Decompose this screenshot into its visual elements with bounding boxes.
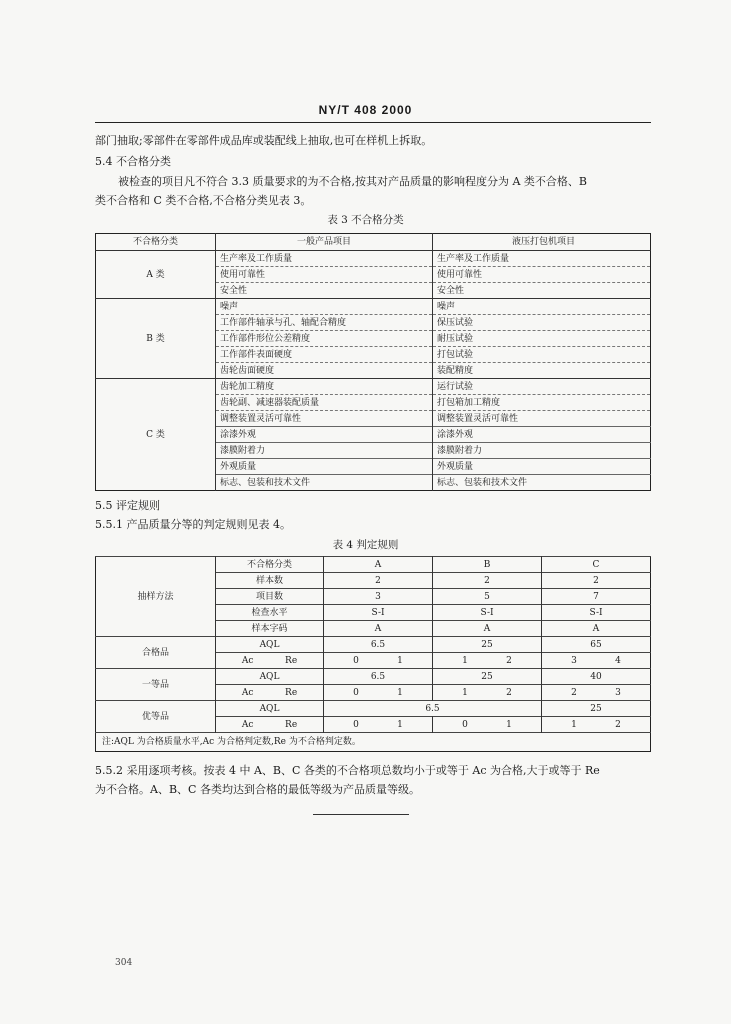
general-item-cell: 工作部件表面硬度 — [216, 347, 433, 363]
sampling-value-cell: B — [433, 557, 542, 573]
table-row — [96, 299, 651, 315]
aql-value-cell: 25 — [433, 669, 542, 685]
table-row — [96, 733, 651, 752]
table-row — [96, 701, 651, 717]
aql-value-cell: 25 — [542, 701, 651, 717]
ac-re-cell — [433, 685, 542, 701]
aql-value-cell: 25 — [433, 637, 542, 653]
ac-value: 1 — [462, 687, 468, 698]
ac-re-cell — [324, 653, 433, 669]
baler-item-cell: 调整装置灵活可靠性 — [433, 411, 651, 427]
sampling-value-cell: S-I — [433, 605, 542, 621]
sampling-label-cell: 项目数 — [216, 589, 324, 605]
baler-item-cell: 耐压试验 — [433, 331, 651, 347]
general-item-cell: 生产率及工作质量 — [216, 251, 433, 267]
baler-item-cell: 打包箱加工精度 — [433, 395, 651, 411]
grade-cell: 合格品 — [96, 637, 216, 669]
sampling-value-cell: A — [324, 557, 433, 573]
sampling-value-cell: A — [542, 621, 651, 637]
general-item-cell: 外观质量 — [216, 459, 433, 475]
sampling-label-cell: 检查水平 — [216, 605, 324, 621]
ac-re-values — [433, 686, 541, 700]
grade-cell: 优等品 — [96, 701, 216, 733]
ac-value: 0 — [353, 687, 359, 698]
section-5-5-2-line-2: 为不合格。A、B、C 各类均达到合格的最低等级为产品质量等级。 — [95, 783, 420, 796]
aql-label-cell: AQL — [216, 669, 324, 685]
aql-value-cell: 40 — [542, 669, 651, 685]
sampling-label-cell: 样本数 — [216, 573, 324, 589]
re-label: Re — [285, 655, 298, 666]
general-item-cell: 工作部件形位公差精度 — [216, 331, 433, 347]
table-3-header-row — [96, 234, 651, 251]
general-item-cell: 漆膜附着力 — [216, 443, 433, 459]
aql-value-cell: 6.5 — [324, 637, 433, 653]
table-3-header-cell: 一般产品项目 — [216, 234, 433, 251]
general-item-cell: 调整装置灵活可靠性 — [216, 411, 433, 427]
ac-label: Ac — [241, 719, 254, 730]
re-value: 2 — [506, 655, 512, 666]
ac-re-values — [542, 718, 650, 732]
section-5-4-para-1: 被检查的项目凡不符合 3.3 质量要求的为不合格,按其对产品质量的影响程度分为 A 类不合格、B — [118, 175, 588, 188]
baler-item-cell: 生产率及工作质量 — [437, 253, 510, 264]
sampling-value-cell: 3 — [324, 589, 433, 605]
aql-value-cell: 65 — [542, 637, 651, 653]
section-5-4-title: 5.4 不合格分类 — [95, 155, 171, 168]
aql-value-cell: 6.5 — [324, 669, 433, 685]
ac-re-cell — [324, 685, 433, 701]
table-row — [96, 637, 651, 653]
table-row — [96, 669, 651, 685]
sampling-value-cell: A — [433, 621, 542, 637]
ac-re-label-cell — [216, 717, 324, 733]
end-divider — [313, 814, 409, 815]
section-5-5-1-text: 5.5.1 产品质量分等的判定规则见表 4。 — [95, 518, 291, 531]
general-item-cell: 使用可靠性 — [216, 267, 433, 283]
ac-value: 0 — [462, 719, 468, 730]
general-item-cell: 标志、包装和技术文件 — [216, 475, 433, 491]
section-5-4-para-2: 类不合格和 C 类不合格,不合格分类见表 3。 — [95, 194, 312, 207]
category-cell: A 类 — [96, 251, 216, 299]
table-row — [96, 251, 651, 267]
sampling-value-cell: 5 — [433, 589, 542, 605]
ac-re-label — [216, 718, 323, 732]
category-cell: C 类 — [96, 379, 216, 491]
ac-re-values — [542, 686, 650, 700]
baler-item-cell: 运行试验 — [433, 379, 651, 395]
ac-label: Ac — [241, 687, 254, 698]
general-item-cell: 工作部件轴承与孔、轴配合精度 — [216, 315, 433, 331]
page-number: 304 — [115, 958, 133, 968]
ac-re-values — [324, 686, 432, 700]
ac-re-cell — [542, 685, 651, 701]
aql-value-cell: 6.5 — [324, 701, 542, 717]
re-label: Re — [285, 719, 298, 730]
table-3-header-cell: 液压打包机项目 — [433, 234, 651, 251]
re-value: 1 — [397, 719, 403, 730]
sampling-method-cell: 抽样方法 — [96, 557, 216, 637]
table-row — [96, 379, 651, 395]
sampling-label-cell: 样本字码 — [216, 621, 324, 637]
baler-item-cell: 标志、包装和技术文件 — [433, 475, 651, 491]
table-row — [96, 557, 651, 573]
ac-re-values — [324, 654, 432, 668]
sampling-value-cell: C — [542, 557, 651, 573]
section-5-5-title: 5.5 评定规则 — [95, 499, 160, 512]
sampling-value-cell: S-I — [542, 605, 651, 621]
baler-item-cell: 装配精度 — [433, 363, 651, 379]
ac-value: 0 — [353, 719, 359, 730]
table-3-header-cell: 不合格分类 — [96, 234, 216, 251]
re-value: 2 — [615, 719, 621, 730]
baler-item-cell: 外观质量 — [433, 459, 651, 475]
category-cell: B 类 — [96, 299, 216, 379]
standard-code: NY/T 408 2000 — [318, 103, 413, 117]
re-value: 1 — [397, 655, 403, 666]
baler-item-cell: 打包试验 — [433, 347, 651, 363]
re-value: 3 — [615, 687, 621, 698]
baler-item-cell: 噪声 — [433, 299, 651, 315]
judgement-rules-table — [95, 556, 651, 752]
table-3-caption: 表 3 不合格分类 — [327, 214, 404, 226]
ac-value: 1 — [571, 719, 577, 730]
ac-re-cell — [433, 653, 542, 669]
sampling-value-cell: 2 — [324, 573, 433, 589]
re-value: 1 — [397, 687, 403, 698]
ac-value: 3 — [571, 655, 577, 666]
table-4-note: 注:AQL 为合格质量水平,Ac 为合格判定数,Re 为不合格判定数。 — [96, 733, 651, 752]
sampling-value-cell: A — [324, 621, 433, 637]
general-item-cell: 齿轮加工精度 — [216, 379, 433, 395]
ac-re-label — [216, 654, 323, 668]
ac-value: 1 — [462, 655, 468, 666]
ac-value: 0 — [353, 655, 359, 666]
sampling-value-cell: S-I — [324, 605, 433, 621]
ac-re-values — [433, 718, 541, 732]
ac-value: 2 — [571, 687, 577, 698]
baler-item-cell: 涂漆外观 — [433, 427, 651, 443]
baler-item-cell: 保压试验 — [433, 315, 651, 331]
sampling-value-cell: 7 — [542, 589, 651, 605]
sampling-label-cell: 不合格分类 — [216, 557, 324, 573]
ac-label: Ac — [241, 655, 254, 666]
baler-item-cell: 使用可靠性 — [433, 267, 651, 283]
ac-re-label — [216, 686, 323, 700]
general-item-cell: 齿轮副、减速器装配质量 — [216, 395, 433, 411]
intro-line: 部门抽取;零部件在零部件成品库或装配线上抽取,也可在样机上拆取。 — [95, 134, 433, 147]
aql-label-cell: AQL — [216, 701, 324, 717]
general-item-cell: 安全性 — [216, 283, 433, 299]
grade-cell: 一等品 — [96, 669, 216, 701]
table-4-caption: 表 4 判定规则 — [332, 539, 399, 551]
nonconformity-classification-table — [95, 233, 651, 491]
ac-re-cell — [324, 717, 433, 733]
re-value: 4 — [615, 655, 621, 666]
baler-item-cell: 漆膜附着力 — [433, 443, 651, 459]
section-5-5-2-line-1: 5.5.2 采用逐项考核。按表 4 中 A、B、C 各类的不合格项总数均小于或等于 Ac 为合格,大于或等于 Re — [95, 764, 600, 777]
ac-re-cell — [542, 653, 651, 669]
baler-item-cell: 安全性 — [433, 283, 651, 299]
sampling-value-cell: 2 — [542, 573, 651, 589]
header-rule — [95, 122, 651, 123]
re-value: 1 — [506, 719, 512, 730]
ac-re-values — [324, 718, 432, 732]
ac-re-values — [542, 654, 650, 668]
general-item-cell: 噪声 — [216, 299, 433, 315]
ac-re-values — [433, 654, 541, 668]
ac-re-label-cell — [216, 653, 324, 669]
ac-re-cell — [542, 717, 651, 733]
ac-re-label-cell — [216, 685, 324, 701]
ac-re-cell — [433, 717, 542, 733]
general-item-cell: 涂漆外观 — [216, 427, 433, 443]
re-value: 2 — [506, 687, 512, 698]
re-label: Re — [285, 687, 298, 698]
aql-label-cell: AQL — [216, 637, 324, 653]
general-item-cell: 齿轮齿面硬度 — [216, 363, 433, 379]
sampling-value-cell: 2 — [433, 573, 542, 589]
